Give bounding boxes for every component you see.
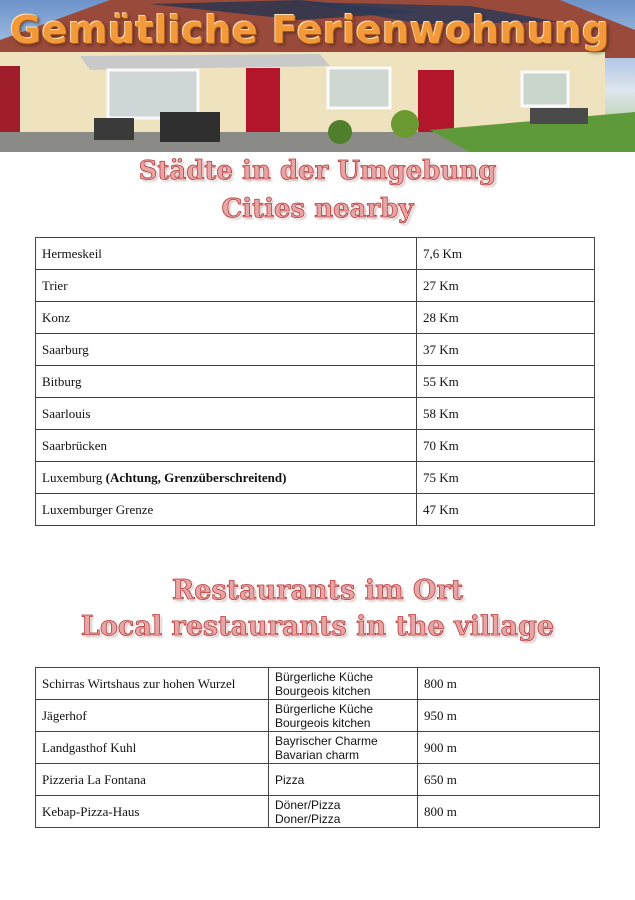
- table-row: [36, 334, 595, 366]
- city-distance: 55 Km: [417, 366, 595, 398]
- city-name: Saarlouis: [36, 398, 417, 430]
- city-name: Bitburg: [36, 366, 417, 398]
- restaurant-distance: 800 m: [418, 796, 600, 828]
- table-row: [36, 764, 600, 796]
- cuisine-de: Bürgerliche Küche: [275, 669, 374, 684]
- table-row: [36, 494, 595, 526]
- table-row: [36, 430, 595, 462]
- city-name-with-note: [36, 462, 417, 494]
- table-row: [36, 398, 595, 430]
- city-distance: 58 Km: [417, 398, 595, 430]
- cities-heading-de: Städte in der Umgebung: [138, 156, 497, 186]
- cuisine-en: Bourgeois kitchen: [275, 715, 371, 730]
- city-name: Konz: [36, 302, 417, 334]
- cuisine-de: Pizza: [275, 772, 305, 787]
- city-distance: 47 Km: [417, 494, 595, 526]
- header-banner: [0, 0, 635, 152]
- restaurant-distance: 800 m: [418, 668, 600, 700]
- restaurant-cuisine: [269, 764, 418, 796]
- city-name: Saarbrücken: [36, 430, 417, 462]
- table-row: [36, 270, 595, 302]
- cities-table: [35, 237, 595, 526]
- cities-heading-en: Cities nearby: [221, 194, 414, 224]
- table-row: [36, 700, 600, 732]
- city-name: Luxemburg: [42, 470, 103, 485]
- restaurant-name: Landgasthof Kuhl: [36, 732, 269, 764]
- restaurants-table: [35, 667, 600, 828]
- restaurant-name: Pizzeria La Fontana: [36, 764, 269, 796]
- restaurant-name: Kebap-Pizza-Haus: [36, 796, 269, 828]
- restaurant-distance: 950 m: [418, 700, 600, 732]
- restaurants-heading-de: Restaurants im Ort: [171, 575, 464, 606]
- table-row: [36, 302, 595, 334]
- restaurants-heading-en: Local restaurants in the village: [80, 611, 555, 642]
- city-distance: 27 Km: [417, 270, 595, 302]
- table-row: [36, 366, 595, 398]
- city-distance: 7,6 Km: [417, 238, 595, 270]
- restaurant-cuisine: [269, 732, 418, 764]
- city-distance: 70 Km: [417, 430, 595, 462]
- border-warning-note: (Achtung, Grenzüberschreitend): [105, 470, 287, 485]
- cuisine-de: Döner/Pizza: [275, 797, 341, 812]
- cuisine-de: Bürgerliche Küche: [275, 701, 374, 716]
- city-name: Saarburg: [36, 334, 417, 366]
- restaurant-cuisine: [269, 796, 418, 828]
- restaurant-name: Schirras Wirtshaus zur hohen Wurzel: [36, 668, 269, 700]
- restaurant-cuisine: [269, 700, 418, 732]
- restaurant-distance: 900 m: [418, 732, 600, 764]
- city-name: Trier: [36, 270, 417, 302]
- cuisine-en: Bavarian charm: [275, 747, 360, 762]
- city-distance: 75 Km: [417, 462, 595, 494]
- cuisine-en: Bourgeois kitchen: [275, 683, 371, 698]
- restaurant-distance: 650 m: [418, 764, 600, 796]
- table-row: [36, 462, 595, 494]
- table-row: [36, 668, 600, 700]
- restaurant-name: Jägerhof: [36, 700, 269, 732]
- city-name: Luxemburger Grenze: [36, 494, 417, 526]
- table-row: [36, 796, 600, 828]
- table-row: [36, 238, 595, 270]
- restaurant-cuisine: [269, 668, 418, 700]
- city-distance: 28 Km: [417, 302, 595, 334]
- banner-title: Gemütliche Ferienwohnung: [10, 8, 610, 52]
- city-distance: 37 Km: [417, 334, 595, 366]
- cuisine-en: Doner/Pizza: [275, 811, 341, 826]
- table-row: [36, 732, 600, 764]
- city-name: Hermeskeil: [36, 238, 417, 270]
- cuisine-de: Bayrischer Charme: [275, 733, 378, 748]
